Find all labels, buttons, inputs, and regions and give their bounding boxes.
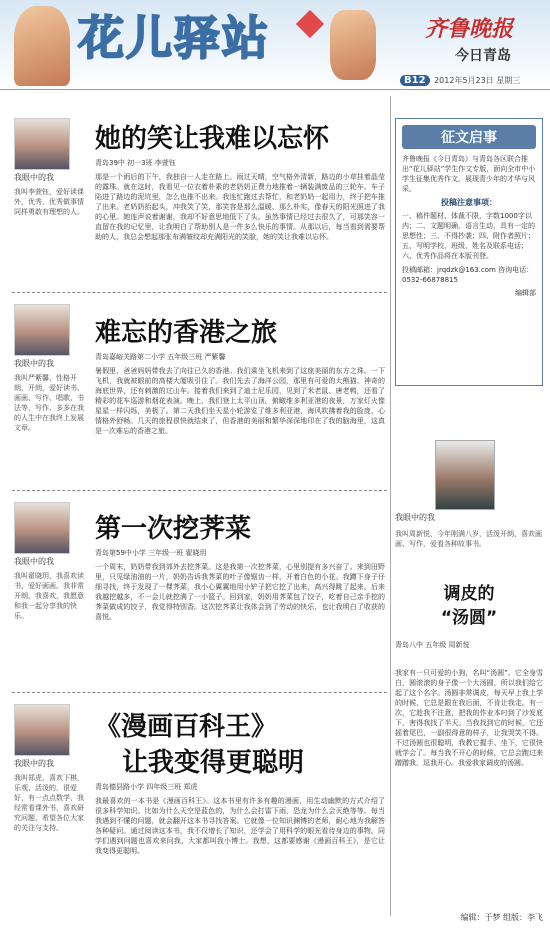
column-rule	[390, 96, 391, 916]
author-bio: 我叫严紫馨，性格开朗，开朗，爱好读书、画画、写作、唱歌、书法等，写作、多多在我的人生中在我终上发展文章。	[14, 374, 84, 432]
article-title-line2: 让我变得更聪明	[122, 748, 305, 778]
author-caption: 我眼中的我	[395, 513, 435, 522]
page-footer: 编辑：于梦 组版：李飞	[460, 913, 543, 922]
issue-date: 2012年5月23日 星期三	[434, 76, 521, 85]
author-caption: 我眼中的我	[14, 359, 54, 368]
page-info	[400, 75, 520, 86]
section-title: 花儿驿站	[78, 11, 270, 65]
author-photo	[14, 118, 70, 170]
author-box-1	[14, 118, 86, 217]
section-divider	[12, 292, 387, 293]
side-article-title	[395, 582, 543, 630]
article-title: 她的笑让我难以忘怀	[95, 124, 330, 154]
author-box-4	[14, 704, 86, 833]
masthead-girl-photo	[14, 6, 70, 86]
side-article-body: 我家有一只可爱的小狗，名叫“汤圆”。它全身雪白，圆滚滚的身子像一个大汤圆，所以我们给它起了这个名字。汤圆非常调皮，每天早上我上学的时候，它总是跟在我后面，不肯让我走。有一次，它趁我不注意，把我的作业本叼到了沙发底下，害得我找了半天。当我找到它的时候，它还摇着尾巴，一副很得意的样子，让我哭笑不得。不过汤圆也很聪明，我教它握手、坐下，它很快就学会了。每当我不开心的时候，它总会跑过来蹭蹭我，逗我开心。我爱我家调皮的汤圆。	[395, 669, 543, 767]
sidebar-contact: 投稿邮箱：jrqdzk@163.com 咨询电话：0532-66878815	[402, 266, 534, 284]
article-title: 难忘的香港之旅	[95, 318, 278, 348]
author-bio: 我叫翟晓玥，我喜欢读书，爱好画画。我非常开朗，我喜欢，我愿意和我一起分享我的快乐。	[14, 572, 84, 620]
author-photo	[14, 502, 70, 554]
article-title-line1: 《漫画百科王》	[95, 712, 278, 742]
article-body: 我最喜欢的一本书是《漫画百科王》。这本书里有许多有趣的漫画，用生动幽默的方式介绍了很多科学知识。比如为什么天空是蓝色的，为什么会打雷下雨，恐龙为什么会灭绝等等。每当我遇到不懂的问题，就会翻开这本书寻找答案。它就像一位知识渊博的老师，耐心地为我解答各种疑问。通过阅读这本书，我不仅增长了知识，还学会了用科学的眼光看待身边的事物。同学们遇到问题也喜欢来问我，大家都叫我小博士。我想，这都要感谢《漫画百科王》，是它让我变得更聪明。	[95, 797, 385, 855]
masthead-boy-photo	[330, 10, 376, 80]
author-caption: 我眼中的我	[14, 759, 54, 768]
article-body: 暑假里，爸爸妈妈带我去了向往已久的香港。我们乘坐飞机来到了这座美丽的东方之珠。一下飞机，我就被眼前的高楼大厦吸引住了。我们先去了海洋公园，那里有可爱的大熊猫、神奇的海底世界，还有刺激的过山车。接着我们来到了迪士尼乐园，见到了米老鼠、唐老鸭，还看了精彩的花车巡游和烟花表演。晚上，我们登上太平山顶，俯瞰维多利亚港的夜景，万家灯火像星星一样闪烁，美极了。第二天我们坐天星小轮游览了维多利亚港，海风吹拂着我的脸庞，心情格外舒畅。几天的旅程很快就结束了，但香港的美丽和繁华深深地印在了我的脑海里，这真是一次难忘的香港之旅。	[95, 367, 385, 435]
side-title-line1: 调皮的	[443, 584, 495, 604]
article-byline: 青岛德县路小学 四年级三班 郑虎	[95, 783, 198, 791]
masthead	[0, 0, 550, 90]
author-bio: 我叫周新悦，今年刚满八岁，活泼开朗，喜欢画画、写作，爱看各种故事书。	[395, 530, 542, 548]
edition-name: 今日青岛	[455, 48, 511, 64]
author-box-3	[14, 502, 86, 621]
article-title: 第一次挖荠菜	[95, 514, 252, 544]
article-byline: 青岛嘉峪关路第二小学 五年级三班 严紫馨	[95, 353, 226, 361]
call-for-submissions	[395, 118, 543, 386]
right-author-box	[395, 440, 543, 549]
article-body: 那是一个雨后的下午，我独自一人走在路上。雨过天晴，空气格外清新，路边的小草挂着晶莹的露珠。就在这时，我看见一位衣着朴素的老奶奶正费力地推着一辆装满废品的三轮车。车子陷进了路边的泥坑里，怎么也推不出来。我连忙跑过去帮忙，和老奶奶一起用力，终于把车推了出来。老奶奶抬起头，冲我笑了笑，那笑容是那么温暖、那么朴实，像春天的阳光照进了我的心里。她连声说着谢谢，我却不好意思地低下了头。虽然事情已经过去很久了，可那笑容一直留在我的记忆里，让我明白了帮助别人是一件多么快乐的事情。从那以后，每当看到需要帮助的人，我总会想起那张布满皱纹却充满阳光的笑脸，她的笑让我难以忘怀。	[95, 173, 385, 241]
author-box-2	[14, 304, 86, 433]
article-body: 一个周末，奶奶带我到郊外去挖荠菜。这是我第一次挖荠菜，心里别提有多兴奋了。来到田野里，只见绿油油的一片，奶奶告诉我荠菜的叶子像锯齿一样，开着白色的小花。我蹲下身子仔细寻找，终于发现了一棵荠菜，我小心翼翼地用小铲子把它挖了出来，高兴得跳了起来。后来我越挖越多，不一会儿就挖满了一小篮子。回到家，奶奶用荠菜包了饺子，吃着自己亲手挖的荠菜做成的饺子，我觉得特别香。这次挖荠菜让我体会到了劳动的快乐，也让我明白了收获的喜悦。	[95, 563, 385, 621]
author-photo	[14, 304, 70, 356]
article-byline: 青岛39中 初一3班 李萱钰	[95, 159, 176, 167]
sidebar-intro: 齐鲁晚报《今日青岛》与青岛各区联合推出“花儿驿站”学生作文专版，面向全市中小学生征集优秀作文，展现青少年的才华与风采。	[402, 155, 536, 193]
side-title-line2: “汤圆”	[440, 608, 498, 628]
side-byline: 青岛八中 五年级 周新悦	[395, 641, 470, 649]
newspaper-logo: 齐鲁晚报	[425, 16, 514, 42]
sidebar-title: 征文启事	[402, 125, 536, 149]
author-caption: 我眼中的我	[14, 173, 54, 182]
kite-icon	[296, 10, 324, 38]
author-photo	[14, 704, 70, 756]
sidebar-editor: 编辑部	[515, 289, 536, 297]
author-caption: 我眼中的我	[14, 557, 54, 566]
section-divider	[12, 692, 387, 693]
author-bio: 我叫李萱钰，爱好读课外，优秀，优秀做事情同样勇敢有理想的人。	[14, 188, 84, 216]
author-photo	[435, 440, 495, 510]
section-divider	[12, 490, 387, 491]
author-bio: 我叫郑虎，喜欢下棋，乐观、活泼的，很爱好，有一点点数学，我经常看课外书，喜欢研究问题，希望各位大家的关注与支持。	[14, 774, 84, 832]
sidebar-requirements-title: 投稿注意事项：	[441, 198, 497, 207]
sidebar-requirements: 一、稿件题材、体裁不限，字数1000字以内；二、文题明确，语言生动，具有一定的思想性；三、不得抄袭；四、附作者照片；五、写明学校、班级、姓名及联系电话；六、优秀作品将在本版刊登。	[402, 212, 535, 260]
article-byline: 青岛第59中小学 三年级一班 翟晓玥	[95, 549, 207, 557]
page-number: B12	[400, 75, 430, 86]
